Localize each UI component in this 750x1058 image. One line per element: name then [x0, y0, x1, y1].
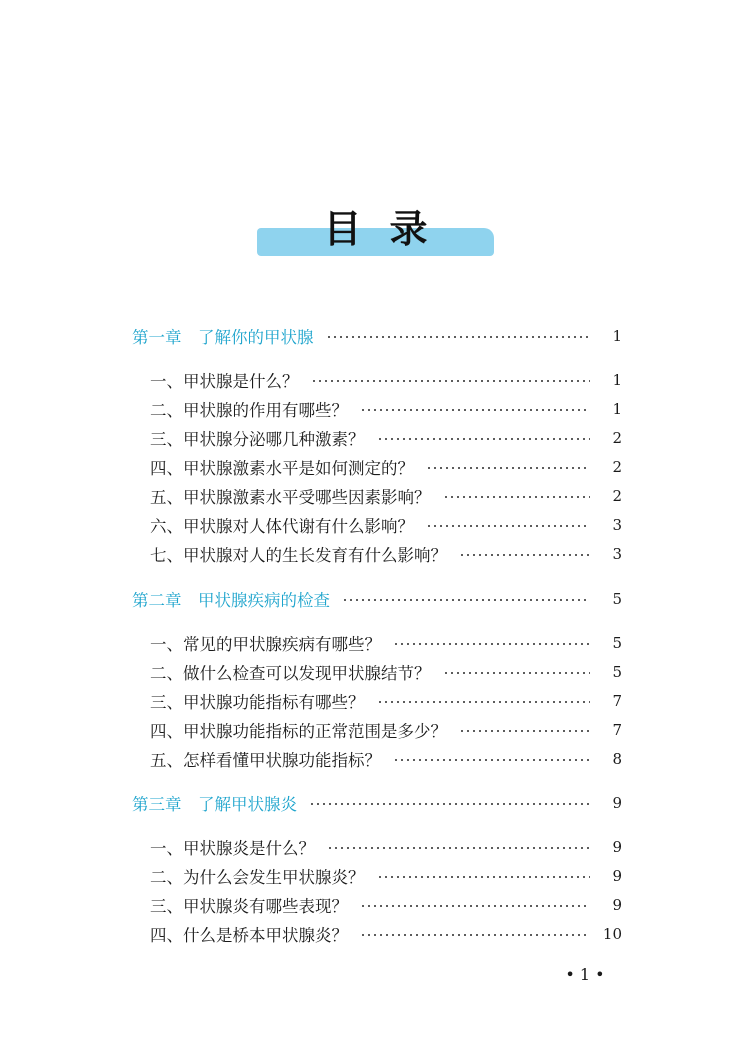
- dot-leader: [377, 876, 591, 878]
- toc-section[interactable]: [0, 454, 750, 480]
- toc-section[interactable]: [0, 921, 750, 947]
- section-label: 一、甲状腺是什么？: [150, 372, 299, 391]
- dot-leader: [443, 672, 591, 674]
- page-number: 5: [612, 663, 622, 681]
- toc-section[interactable]: [0, 659, 750, 685]
- toc-section[interactable]: [0, 541, 750, 567]
- dot-leader: [459, 730, 590, 732]
- chapter-label: 第一章 了解你的甲状腺: [132, 328, 314, 347]
- page-number: 2: [612, 487, 622, 505]
- page-number: 1: [612, 371, 622, 389]
- section-label: 四、什么是桥本甲状腺炎？: [150, 926, 348, 945]
- dot-leader: [393, 759, 590, 761]
- dot-leader: [443, 496, 591, 498]
- toc-chapter-2[interactable]: [0, 586, 750, 612]
- section-label: 六、甲状腺对人体代谢有什么影响？: [150, 517, 414, 536]
- page-number: 9: [612, 896, 622, 914]
- page-number: 9: [612, 794, 622, 812]
- dot-leader: [311, 380, 591, 382]
- page-number: 3: [612, 516, 622, 534]
- toc-section[interactable]: [0, 367, 750, 393]
- page-number: 10: [602, 925, 622, 943]
- page-number: 1: [612, 400, 622, 418]
- dot-leader: [360, 934, 590, 936]
- section-label: 二、甲状腺的作用有哪些？: [150, 401, 348, 420]
- dot-leader: [426, 525, 590, 527]
- section-label: 二、为什么会发生甲状腺炎？: [150, 868, 365, 887]
- dot-leader: [377, 701, 591, 703]
- section-label: 五、甲状腺激素水平受哪些因素影响？: [150, 488, 431, 507]
- toc-section[interactable]: [0, 863, 750, 889]
- section-label: 三、甲状腺炎有哪些表现？: [150, 897, 348, 916]
- section-label: 三、甲状腺功能指标有哪些？: [150, 693, 365, 712]
- dot-leader: [360, 905, 590, 907]
- page-footer-number: • 1 •: [565, 965, 605, 984]
- section-label: 二、做什么检查可以发现甲状腺结节？: [150, 664, 431, 683]
- section-label: 一、常见的甲状腺疾病有哪些？: [150, 635, 381, 654]
- dot-leader: [360, 409, 590, 411]
- page-number: 7: [612, 721, 622, 739]
- page-number: 5: [612, 634, 622, 652]
- toc-section[interactable]: [0, 396, 750, 422]
- page-number: 8: [612, 750, 622, 768]
- page-number: 2: [612, 458, 622, 476]
- chapter-label: 第二章 甲状腺疾病的检查: [132, 591, 330, 610]
- dot-leader: [342, 599, 590, 601]
- toc-chapter-3[interactable]: [0, 790, 750, 816]
- page-number: 9: [612, 838, 622, 856]
- toc-section[interactable]: [0, 892, 750, 918]
- toc-section[interactable]: [0, 512, 750, 538]
- dot-leader: [426, 467, 590, 469]
- dot-leader: [326, 336, 591, 338]
- toc-title-banner: [257, 206, 494, 258]
- toc-section[interactable]: [0, 630, 750, 656]
- page-number: 1: [612, 327, 622, 345]
- dot-leader: [459, 554, 590, 556]
- toc-section[interactable]: [0, 717, 750, 743]
- toc-section[interactable]: [0, 425, 750, 451]
- dot-leader: [327, 847, 590, 849]
- toc-chapter-1[interactable]: [0, 323, 750, 349]
- chapter-label: 第三章 了解甲状腺炎: [132, 795, 297, 814]
- page-number: 5: [612, 590, 622, 608]
- page-number: 7: [612, 692, 622, 710]
- toc-section[interactable]: [0, 688, 750, 714]
- dot-leader: [393, 643, 590, 645]
- section-label: 三、甲状腺分泌哪几种激素？: [150, 430, 365, 449]
- section-label: 五、怎样看懂甲状腺功能指标？: [150, 751, 381, 770]
- toc-title: 目录: [323, 207, 456, 251]
- section-label: 四、甲状腺功能指标的正常范围是多少？: [150, 722, 447, 741]
- page-number: 3: [612, 545, 622, 563]
- section-label: 七、甲状腺对人的生长发育有什么影响？: [150, 546, 447, 565]
- toc-section[interactable]: [0, 834, 750, 860]
- section-label: 四、甲状腺激素水平是如何测定的？: [150, 459, 414, 478]
- dot-leader: [309, 803, 590, 805]
- page-number: 2: [612, 429, 622, 447]
- toc-section[interactable]: [0, 483, 750, 509]
- page-number: 9: [612, 867, 622, 885]
- toc-section[interactable]: [0, 746, 750, 772]
- section-label: 一、甲状腺炎是什么？: [150, 839, 315, 858]
- dot-leader: [377, 438, 591, 440]
